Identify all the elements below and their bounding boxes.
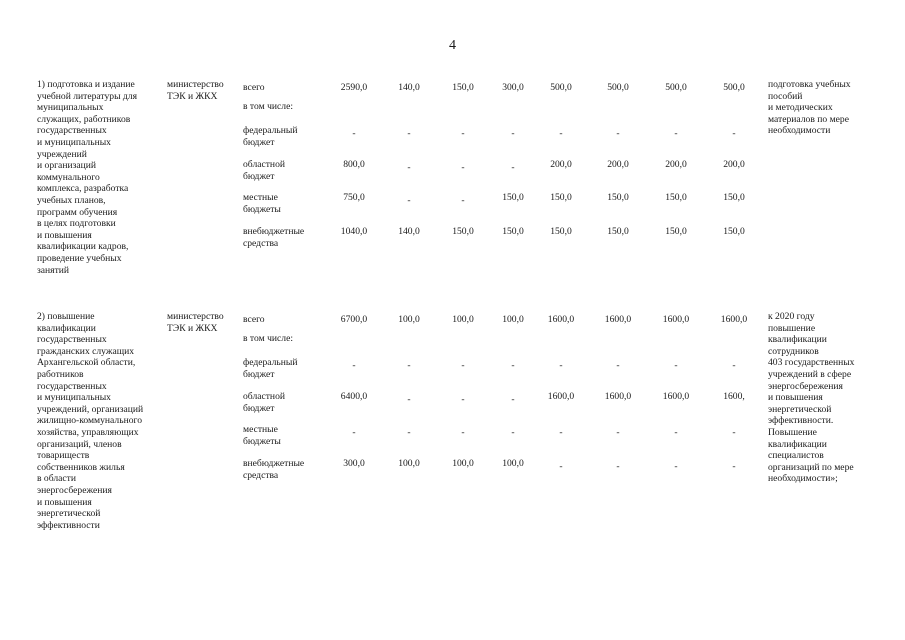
funding-value: 200,0 xyxy=(607,159,629,170)
funding-value: 100,0 xyxy=(502,314,524,325)
funding-value: - xyxy=(674,461,678,472)
funding-value: 150,0 xyxy=(607,226,629,237)
funding-source: федеральный бюджет xyxy=(243,125,298,148)
funding-value: - xyxy=(559,360,563,371)
funding-value: 300,0 xyxy=(502,82,524,93)
row-description: 2) повышение квалификации государственных гражданских служащих Архангельской области, работников государственных и муниципальных учреждений, организаций жилищно-коммунального хозяйства, управляющих организаций, членов товариществ собственников жилья в области энергосбережения и повышения энергетической эффективности xyxy=(37,311,144,531)
funding-value: - xyxy=(461,162,465,173)
funding-value: 1600,0 xyxy=(720,314,748,325)
funding-value: - xyxy=(674,128,678,139)
funding-value: 100,0 xyxy=(398,458,420,469)
funding-value: 100,0 xyxy=(398,314,420,325)
funding-value: - xyxy=(461,195,465,206)
funding-value: 800,0 xyxy=(343,159,365,170)
funding-value: 500,0 xyxy=(723,82,745,93)
funding-value: - xyxy=(674,427,678,438)
funding-source: федеральный бюджет xyxy=(243,357,298,380)
funding-value: 300,0 xyxy=(343,458,365,469)
funding-source: областной бюджет xyxy=(243,159,286,182)
funding-value: - xyxy=(407,427,411,438)
row-result: подготовка учебных пособий и методических материалов по мере необходимости xyxy=(768,79,851,137)
funding-value: 100,0 xyxy=(452,458,474,469)
funding-value: 150,0 xyxy=(665,226,687,237)
funding-value: - xyxy=(732,461,736,472)
funding-source: в том числе: xyxy=(243,333,294,344)
funding-value: - xyxy=(616,360,620,371)
funding-value: - xyxy=(461,394,465,405)
funding-value: 750,0 xyxy=(343,192,365,203)
funding-value: 150,0 xyxy=(452,226,474,237)
funding-value: 1600,0 xyxy=(547,314,575,325)
funding-value: 500,0 xyxy=(665,82,687,93)
funding-value: - xyxy=(407,195,411,206)
funding-value: - xyxy=(511,162,515,173)
funding-value: 150,0 xyxy=(550,226,572,237)
funding-value: 200,0 xyxy=(665,159,687,170)
funding-value: 1600,0 xyxy=(662,314,690,325)
funding-value: - xyxy=(352,360,356,371)
funding-value: - xyxy=(559,128,563,139)
funding-value: - xyxy=(511,128,515,139)
funding-value: 6700,0 xyxy=(340,314,368,325)
funding-value: 6400,0 xyxy=(340,391,368,402)
funding-value: - xyxy=(616,128,620,139)
funding-source: в том числе: xyxy=(243,101,294,112)
funding-value: - xyxy=(732,128,736,139)
funding-value: 100,0 xyxy=(452,314,474,325)
funding-value: 150,0 xyxy=(452,82,474,93)
funding-value: - xyxy=(352,427,356,438)
funding-value: 2590,0 xyxy=(340,82,368,93)
funding-value: - xyxy=(352,128,356,139)
funding-value: 150,0 xyxy=(502,226,524,237)
funding-source: местные бюджеты xyxy=(243,192,281,215)
funding-value: 150,0 xyxy=(723,192,745,203)
funding-source: внебюджетные средства xyxy=(243,458,305,481)
funding-value: - xyxy=(511,360,515,371)
funding-source: местные бюджеты xyxy=(243,424,281,447)
funding-value: - xyxy=(732,427,736,438)
funding-value: - xyxy=(616,427,620,438)
funding-source: областной бюджет xyxy=(243,391,286,414)
funding-value: - xyxy=(461,427,465,438)
funding-value: 1600,0 xyxy=(547,391,575,402)
funding-value: 1600,0 xyxy=(604,314,632,325)
funding-source: внебюджетные средства xyxy=(243,226,305,249)
funding-source: всего xyxy=(243,314,265,325)
funding-value: 150,0 xyxy=(502,192,524,203)
page-number: 4 xyxy=(449,38,456,53)
funding-value: - xyxy=(674,360,678,371)
funding-value: 100,0 xyxy=(502,458,524,469)
row-executor: министерство ТЭК и ЖКХ xyxy=(167,79,224,102)
funding-value: - xyxy=(461,360,465,371)
funding-value: - xyxy=(616,461,620,472)
funding-value: - xyxy=(511,394,515,405)
funding-value: 140,0 xyxy=(398,226,420,237)
funding-value: 500,0 xyxy=(550,82,572,93)
funding-value: - xyxy=(407,360,411,371)
funding-value: 150,0 xyxy=(665,192,687,203)
row-result: к 2020 году повышение квалификации сотрудников 403 государственных учреждений в сфере энергосбережения и повышения энергетической эффективности. Повышение квалификации специалистов организаций по мере необходимости»; xyxy=(768,311,855,485)
funding-value: 200,0 xyxy=(550,159,572,170)
funding-value: - xyxy=(461,128,465,139)
funding-value: 150,0 xyxy=(550,192,572,203)
funding-value: 140,0 xyxy=(398,82,420,93)
funding-value: - xyxy=(407,162,411,173)
funding-value: 500,0 xyxy=(607,82,629,93)
funding-value: - xyxy=(407,128,411,139)
funding-value: 150,0 xyxy=(607,192,629,203)
funding-value: - xyxy=(407,394,411,405)
funding-source: всего xyxy=(243,82,265,93)
funding-value: 1600, xyxy=(723,391,745,402)
funding-value: 1600,0 xyxy=(604,391,632,402)
funding-value: 150,0 xyxy=(723,226,745,237)
row-description: 1) подготовка и издание учебной литературы для муниципальных служащих, работников государственных и муниципальных учреждений и организаций коммунального комплекса, разработка учебных планов, программ обучения в целях подготовки и повышения квалификации кадров, проведение учебных занятий xyxy=(37,79,137,276)
funding-value: - xyxy=(559,461,563,472)
funding-value: - xyxy=(511,427,515,438)
row-executor: министерство ТЭК и ЖКХ xyxy=(167,311,224,334)
funding-value: - xyxy=(559,427,563,438)
funding-value: 1040,0 xyxy=(340,226,368,237)
funding-value: - xyxy=(732,360,736,371)
funding-value: 200,0 xyxy=(723,159,745,170)
funding-value: 1600,0 xyxy=(662,391,690,402)
